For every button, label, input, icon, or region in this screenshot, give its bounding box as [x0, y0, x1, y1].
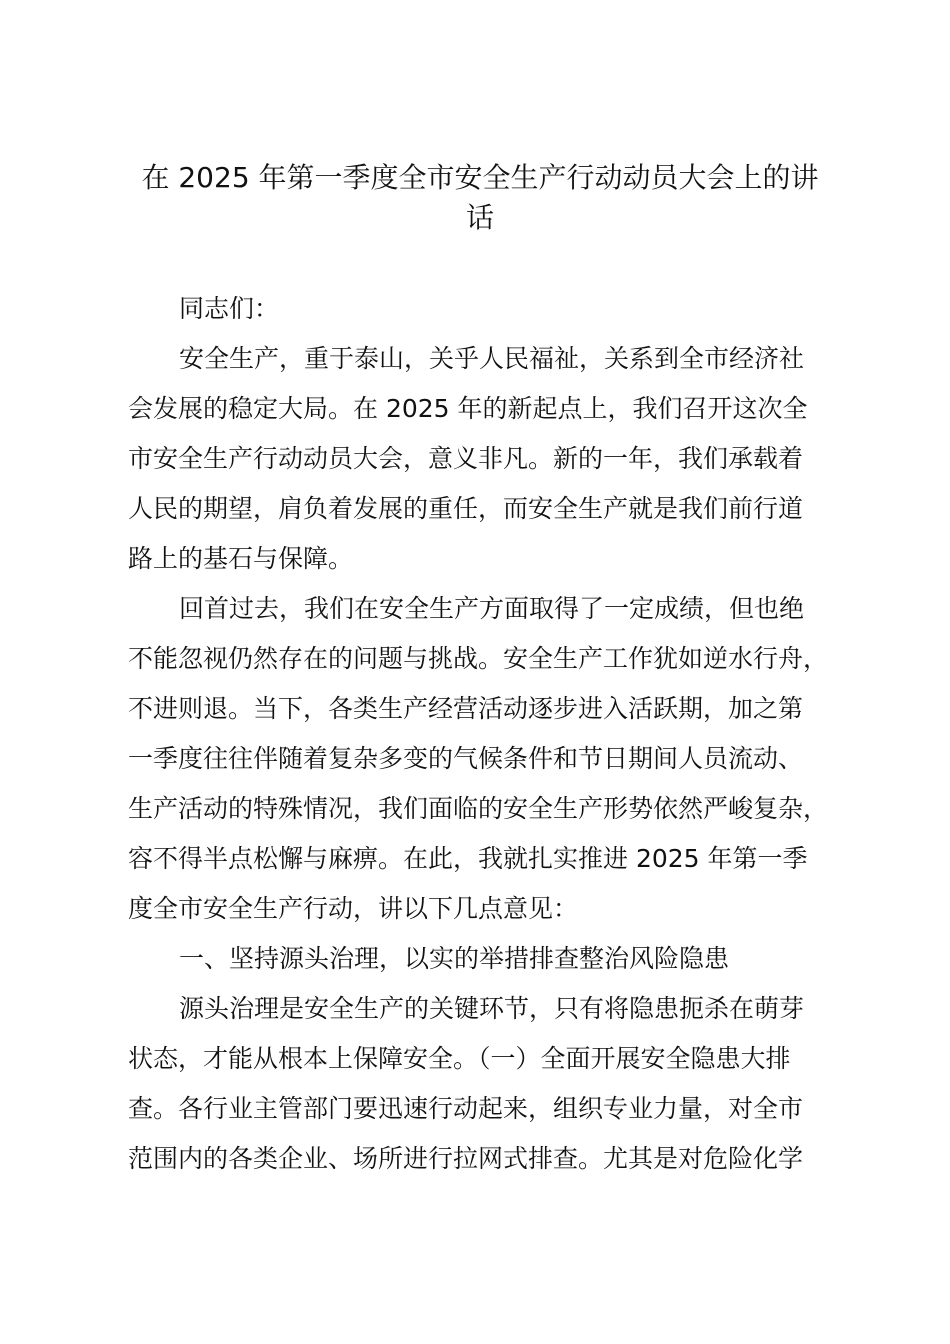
document-title — [120, 158, 840, 238]
title-line-2: 话 — [465, 201, 494, 234]
section-paragraph-line-3: 查。各行业主管部门要迅速行动起来，组织专业力量，对全市 — [128, 1094, 804, 1123]
salutation — [128, 284, 838, 334]
section-paragraph-line-4: 范围内的各类企业、场所进行拉网式排查。尤其是对危险化学 — [128, 1144, 804, 1173]
paragraph-2-line-3: 不进则退。当下，各类生产经营活动逐步进入活跃期，加之第 — [128, 694, 804, 723]
paragraph-2-line-4: 一季度往往伴随着复杂多变的气候条件和节日期间人员流动、 — [128, 744, 804, 773]
section-heading-text: 一、坚持源头治理，以实的举措排查整治风险隐患 — [179, 944, 730, 973]
section-paragraph-line-2: 状态，才能从根本上保障安全。（一）全面开展安全隐患大排 — [128, 1044, 791, 1073]
salutation-text: 同志们： — [179, 294, 280, 323]
paragraph-2-line-5: 生产活动的特殊情况，我们面临的安全生产形势依然严峻复杂， — [128, 794, 829, 823]
title-line-1: 在 2025 年第一季度全市安全生产行动动员大会上的讲 — [141, 161, 819, 194]
paragraph-2-line-1: 回首过去，我们在安全生产方面取得了一定成绩，但也绝 — [179, 594, 805, 623]
paragraph-2-line-7: 度全市安全生产行动，讲以下几点意见： — [128, 894, 579, 923]
paragraph-1-line-5: 路上的基石与保障。 — [128, 544, 354, 573]
paragraph-1-line-1: 安全生产，重于泰山，关乎人民福祉，关系到全市经济社 — [179, 344, 805, 373]
paragraph-2-line-6: 容不得半点松懈与麻痹。在此，我就扎实推进 2025 年第一季 — [128, 844, 808, 873]
section-paragraph-line-1: 源头治理是安全生产的关键环节，只有将隐患扼杀在萌芽 — [179, 994, 805, 1023]
document-body — [128, 284, 838, 1184]
paragraph-1 — [128, 334, 838, 584]
section-paragraph — [128, 984, 838, 1184]
paragraph-2-line-2: 不能忽视仍然存在的问题与挑战。安全生产工作犹如逆水行舟， — [128, 644, 829, 673]
paragraph-1-line-3: 市安全生产行动动员大会，意义非凡。新的一年，我们承载着 — [128, 444, 804, 473]
section-heading — [128, 934, 838, 984]
paragraph-1-line-2: 会发展的稳定大局。在 2025 年的新起点上，我们召开这次全 — [128, 394, 808, 423]
paragraph-2 — [128, 584, 838, 934]
paragraph-1-line-4: 人民的期望，肩负着发展的重任，而安全生产就是我们前行道 — [128, 494, 804, 523]
